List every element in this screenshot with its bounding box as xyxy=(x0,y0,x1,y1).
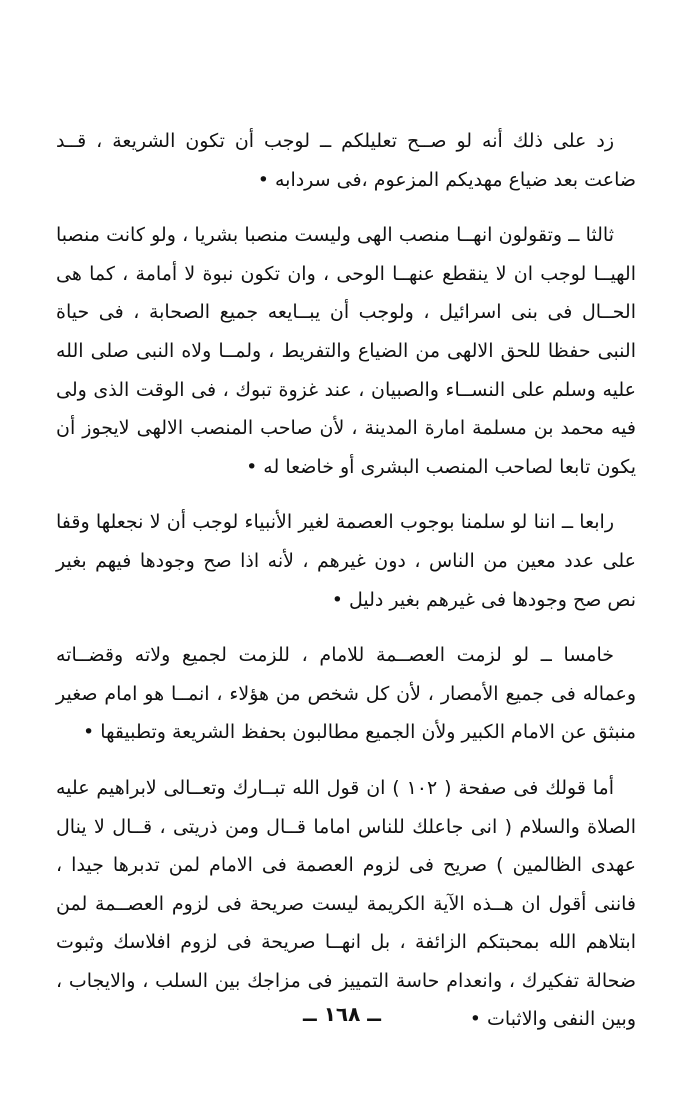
paragraph-4: خامسا ــ لو لزمت العصــمة للامام ، للزمت لجميع ولاته وقضــاته وعماله فى جميع الأمصار ، لأن كل شخص من هؤلاء ، انمــا هو امام صغير منبثق عن الامام الكبير ولأن الجميع مطالبون بحفظ الشريعة وتطبيقها • xyxy=(56,644,636,744)
paragraph-5: أما قولك فى صفحة ( ١٠٢ ) ان قول الله تبــارك وتعــالى لابراهيم عليه الصلاة والسلام ( انى جاعلك للناس اماما قــال ومن ذريتى ، قــال لا ينال عهدى الظالمين ) صريح فى لزوم العصمة فى الامام لمن تدبرها جيدا ، فاننى أقول ان هــذه الآية الكريمة ليست صريحة فى لزوم العصــمة لمن ابتلاهم الله بمحبتكم الزائفة ، بل انهــا صريحة فى لزوم افلاسك وثبوت ضحالة تفكيرك ، وانعدام حاسة التمييز فى مزاجك بين السلب ، والايجاب ، وبين النفى والاثبات • xyxy=(56,776,636,1031)
paragraph-2: ثالثا ــ وتقولون انهــا منصب الهى وليست منصبا بشريا ، ولو كانت منصبا الهيــا لوجب ان لا ينقطع عنهــا الوحى ، وان تكون نبوة لا أمامة ، كما هى الحــال فى بنى اسرائيل ، ولوجب أن يبــايعه جميع الصحابة ، فى حياة النبى حفظا للحق الالهى من الضياع والتفريط ، ولمــا ولاه النبى صلى الله عليه وسلم على النســاء والصبيان ، عند غزوة تبوك ، فى الوقت الذى ولى فيه محمد بن مسلمة امارة المدينة ، لأن صاحب المنصب الالهى لايجوز أن يكون تابعا لصاحب المنصب البشرى أو خاضعا له • xyxy=(56,224,636,478)
body-text xyxy=(56,122,636,1039)
paragraph-3: رابعا ــ اننا لو سلمنا بوجوب العصمة لغير الأنبياء لوجب أن لا نجعلها وقفا على عدد معين من الناس ، دون غيرهم ، لأنه اذا صح وجودها فيهم بغير نص صح وجودها فى غيرهم بغير دليل • xyxy=(56,511,636,611)
page-number: ــ ١٦٨ ــ xyxy=(303,1002,381,1026)
paragraph-1: زد على ذلك أنه لو صــح تعليلكم ــ لوجب أن تكون الشريعة ، قــد ضاعت بعد ضياع مهديكم المزعوم ،فى سردابه • xyxy=(56,130,636,191)
